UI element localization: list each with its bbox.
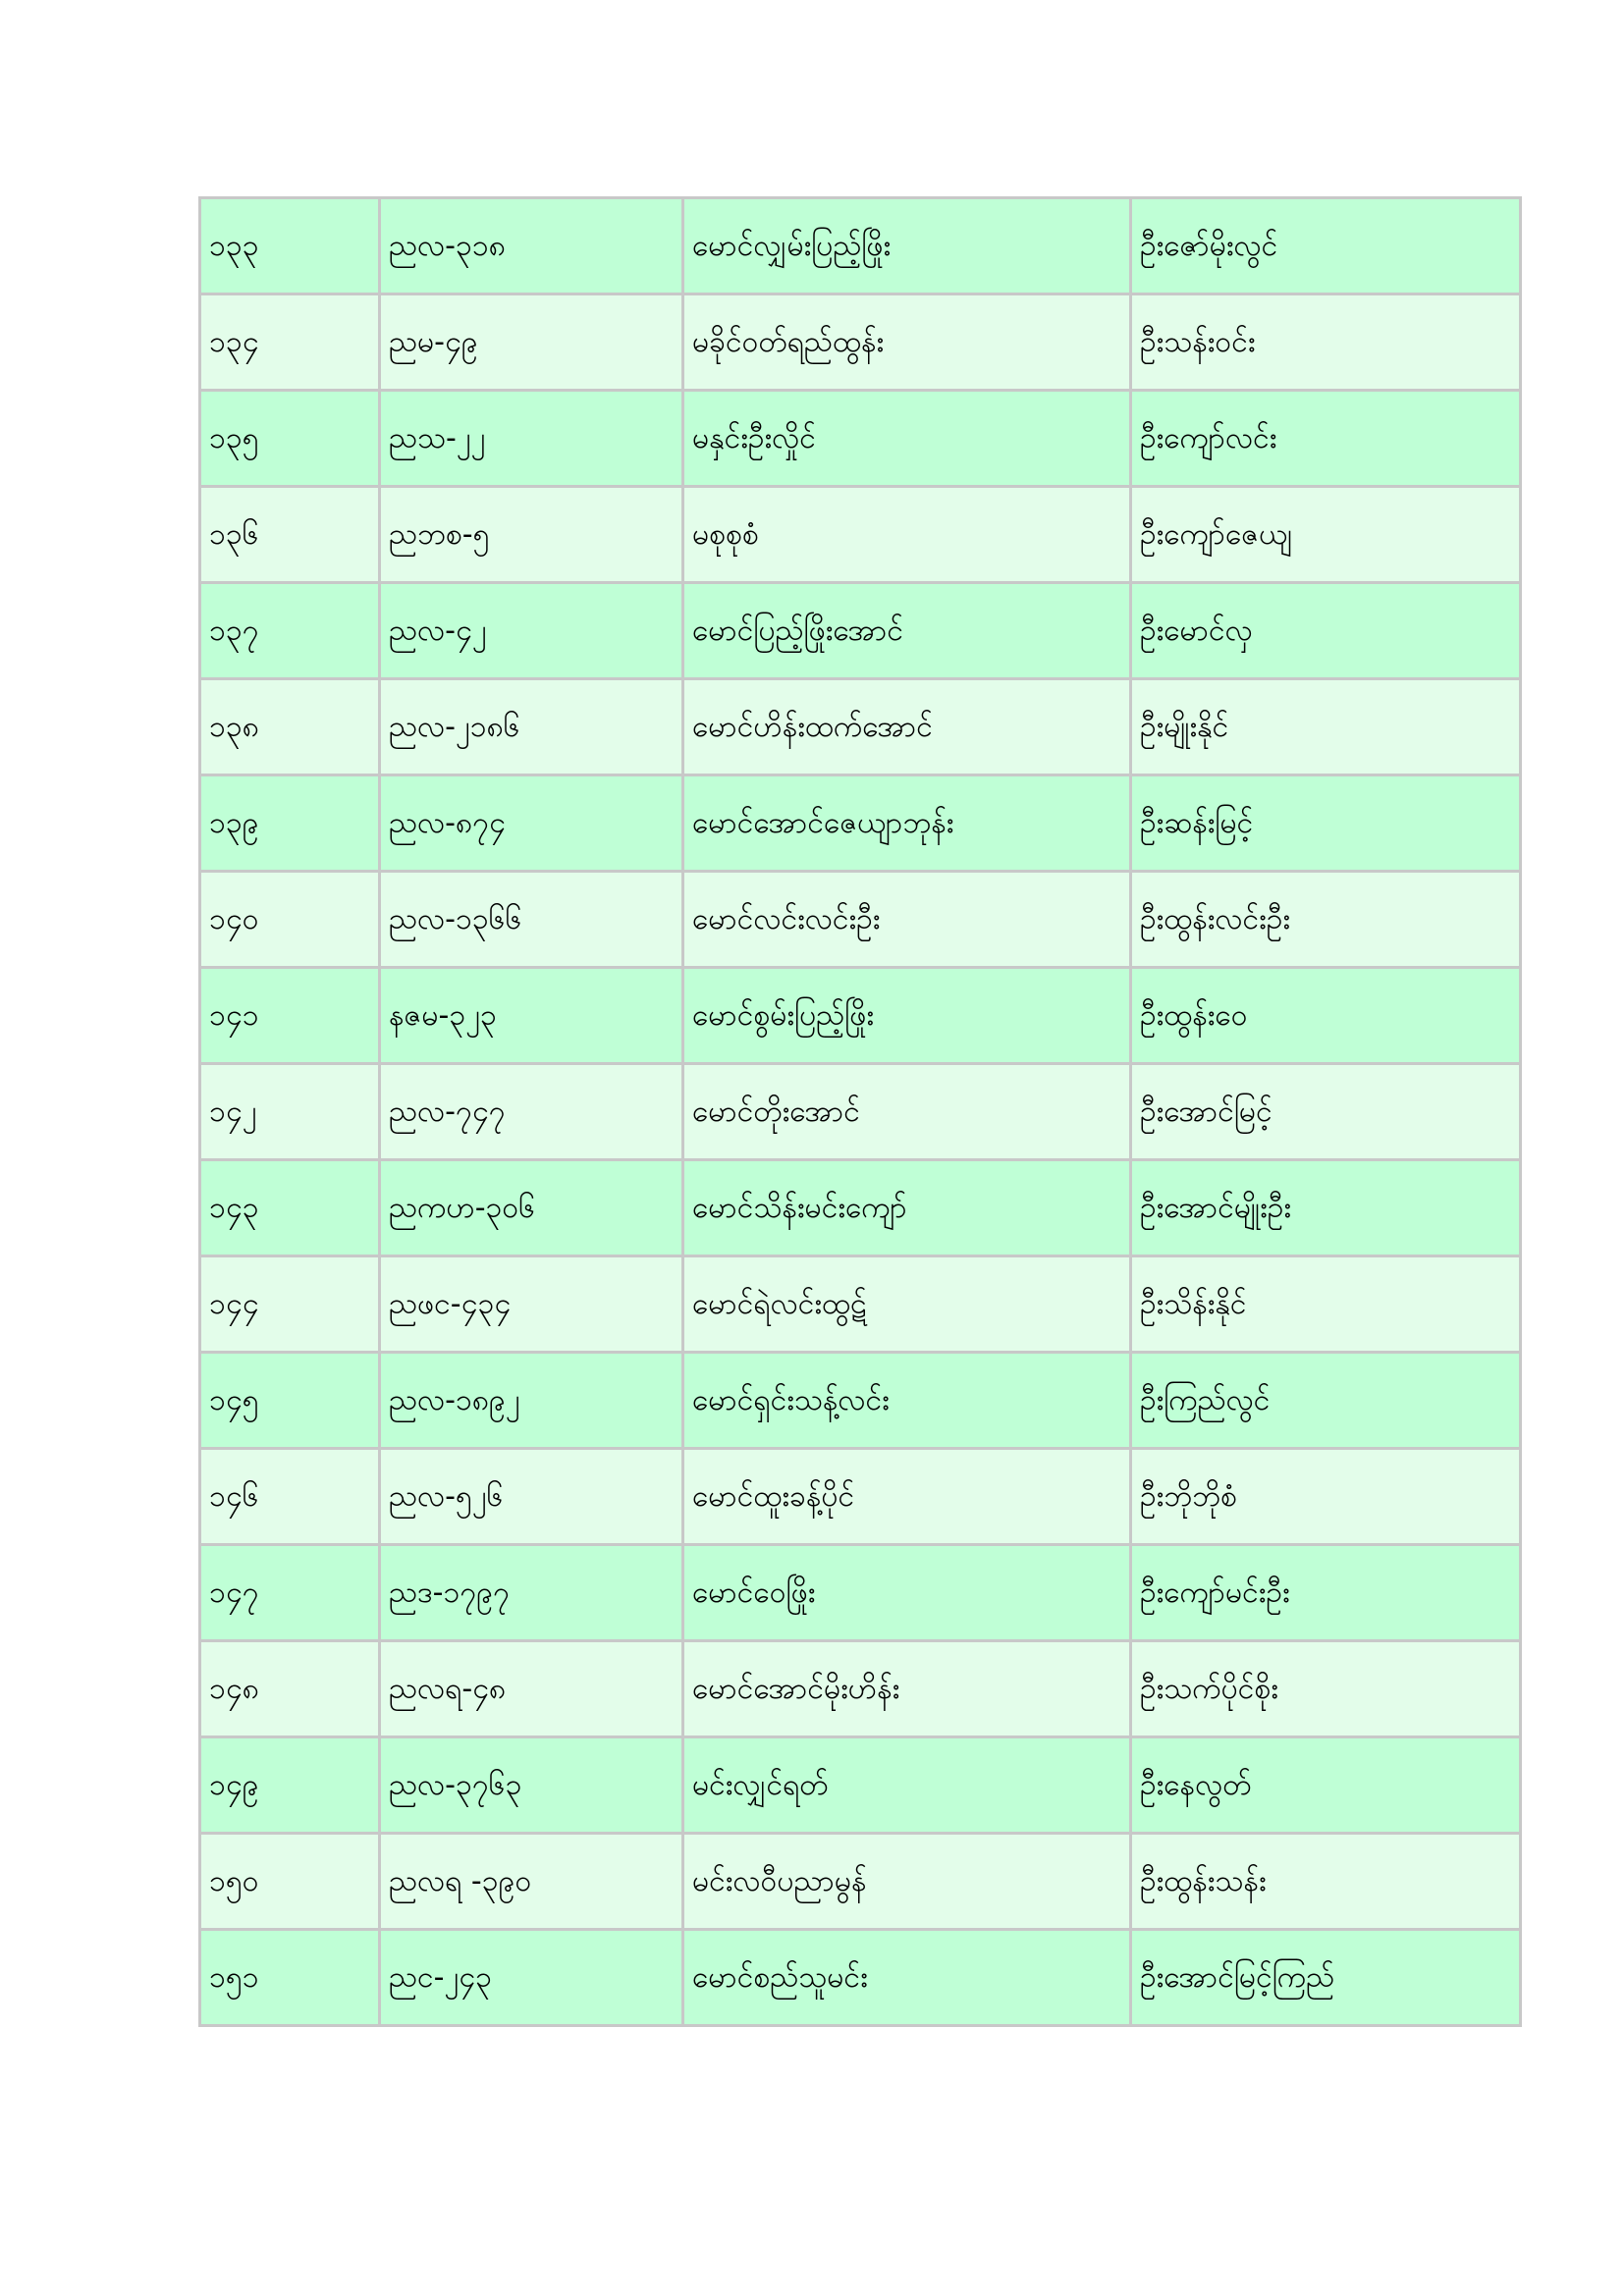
- student-name-cell: မင်းလဝီပညာမွန်: [683, 1834, 1131, 1930]
- row-number-cell: ၁၅၀: [200, 1834, 380, 1930]
- row-number-cell: ၁၃၈: [200, 679, 380, 775]
- student-roster-table: [198, 196, 1522, 2027]
- student-name-cell: မောင်ရဲလင်းထွဋ်: [683, 1256, 1131, 1353]
- row-number-cell: ၁၄၈: [200, 1641, 380, 1737]
- student-name-cell: မောင်အောင်ဇေယျာဘုန်း: [683, 775, 1131, 872]
- table-row: [200, 872, 1521, 968]
- student-name-cell: မောင်ရှင်းသန့်လင်း: [683, 1353, 1131, 1449]
- registration-id-cell: နဇမ-၃၂၃: [380, 968, 683, 1064]
- registration-id-cell: ညလ-၅၂၆: [380, 1449, 683, 1545]
- student-name-cell: မခိုင်ဝတ်ရည်ထွန်း: [683, 294, 1131, 391]
- registration-id-cell: ညလ-၄၂: [380, 583, 683, 679]
- registration-id-cell: ညဒ-၁၇၉၇: [380, 1545, 683, 1641]
- table-row: [200, 1930, 1521, 2026]
- table-row: [200, 294, 1521, 391]
- father-name-cell: ဦးအောင်မြင့်: [1131, 1064, 1521, 1160]
- registration-id-cell: ညလ-၇၄၇: [380, 1064, 683, 1160]
- student-name-cell: မောင်ထူးခန့်ပိုင်: [683, 1449, 1131, 1545]
- student-name-cell: မောင်ဟိန်းထက်အောင်: [683, 679, 1131, 775]
- registration-id-cell: ညကဟ-၃၀၆: [380, 1160, 683, 1256]
- registration-id-cell: ညသ-၂၂: [380, 391, 683, 487]
- father-name-cell: ဦးကျော်ဇေယျ: [1131, 487, 1521, 583]
- student-name-cell: မောင်လျှမ်းပြည့်ဖြိုး: [683, 198, 1131, 294]
- father-name-cell: ဦးအောင်မျိုးဦး: [1131, 1160, 1521, 1256]
- registration-id-cell: ညဘစ-၅: [380, 487, 683, 583]
- student-name-cell: မင်းလျှင်ရတ်: [683, 1737, 1131, 1834]
- father-name-cell: ဦးဇော်မိုးလွင်: [1131, 198, 1521, 294]
- table-row: [200, 583, 1521, 679]
- registration-id-cell: ညလ-၁၃၆၆: [380, 872, 683, 968]
- registration-id-cell: ညဖင-၄၃၄: [380, 1256, 683, 1353]
- table-row: [200, 1353, 1521, 1449]
- father-name-cell: ဦးအောင်မြင့်ကြည်: [1131, 1930, 1521, 2026]
- father-name-cell: ဦးဆန်းမြင့်: [1131, 775, 1521, 872]
- registration-id-cell: ညလ-၃၇၆၃: [380, 1737, 683, 1834]
- row-number-cell: ၁၄၂: [200, 1064, 380, 1160]
- row-number-cell: ၁၄၉: [200, 1737, 380, 1834]
- registration-id-cell: ညလ-၃၁၈: [380, 198, 683, 294]
- registration-id-cell: ညလ-၈၇၄: [380, 775, 683, 872]
- father-name-cell: ဦးမျိုးနိုင်: [1131, 679, 1521, 775]
- row-number-cell: ၁၃၃: [200, 198, 380, 294]
- student-name-cell: မောင်သိန်းမင်းကျော်: [683, 1160, 1131, 1256]
- row-number-cell: ၁၄၅: [200, 1353, 380, 1449]
- row-number-cell: ၁၄၆: [200, 1449, 380, 1545]
- father-name-cell: ဦးထွန်းလင်းဦး: [1131, 872, 1521, 968]
- row-number-cell: ၁၃၆: [200, 487, 380, 583]
- father-name-cell: ဦးဘိုဘိုစံ: [1131, 1449, 1521, 1545]
- table-row: [200, 1834, 1521, 1930]
- table-row: [200, 391, 1521, 487]
- table-row: [200, 1256, 1521, 1353]
- row-number-cell: ၁၄၃: [200, 1160, 380, 1256]
- student-name-cell: မောင်တိုးအောင်: [683, 1064, 1131, 1160]
- student-name-cell: မောင်လင်းလင်းဦး: [683, 872, 1131, 968]
- student-name-cell: မနှင်းဦးလှိုင်: [683, 391, 1131, 487]
- roster-body: [200, 198, 1521, 2026]
- student-name-cell: မောင်စည်သူမင်း: [683, 1930, 1131, 2026]
- father-name-cell: ဦးထွန်းသန်း: [1131, 1834, 1521, 1930]
- row-number-cell: ၁၄၄: [200, 1256, 380, 1353]
- table-row: [200, 1545, 1521, 1641]
- father-name-cell: ဦးသန်းဝင်း: [1131, 294, 1521, 391]
- father-name-cell: ဦးထွန်းဝေ: [1131, 968, 1521, 1064]
- table-row: [200, 1737, 1521, 1834]
- row-number-cell: ၁၄၀: [200, 872, 380, 968]
- student-name-cell: မစုစုစံ: [683, 487, 1131, 583]
- registration-id-cell: ညလ-၁၈၉၂: [380, 1353, 683, 1449]
- registration-id-cell: ညလရ-၄၈: [380, 1641, 683, 1737]
- row-number-cell: ၁၃၄: [200, 294, 380, 391]
- student-name-cell: မောင်ပြည့်ဖြိုးအောင်: [683, 583, 1131, 679]
- father-name-cell: ဦးသိန်းနိုင်: [1131, 1256, 1521, 1353]
- row-number-cell: ၁၅၁: [200, 1930, 380, 2026]
- table-row: [200, 1160, 1521, 1256]
- table-row: [200, 1064, 1521, 1160]
- father-name-cell: ဦးမောင်လှ: [1131, 583, 1521, 679]
- registration-id-cell: ညမ-၄၉: [380, 294, 683, 391]
- father-name-cell: ဦးကျော်မင်းဦး: [1131, 1545, 1521, 1641]
- registration-id-cell: ညင-၂၄၃: [380, 1930, 683, 2026]
- student-name-cell: မောင်စွမ်းပြည့်ဖြိုး: [683, 968, 1131, 1064]
- father-name-cell: ဦးကြည်လွင်: [1131, 1353, 1521, 1449]
- table-row: [200, 1449, 1521, 1545]
- table-row: [200, 679, 1521, 775]
- student-name-cell: မောင်အောင်မိုးဟိန်း: [683, 1641, 1131, 1737]
- father-name-cell: ဦးသက်ပိုင်စိုး: [1131, 1641, 1521, 1737]
- registration-id-cell: ညလရ -၃၉၀: [380, 1834, 683, 1930]
- registration-id-cell: ညလ-၂၁၈၆: [380, 679, 683, 775]
- row-number-cell: ၁၄၁: [200, 968, 380, 1064]
- table-row: [200, 487, 1521, 583]
- row-number-cell: ၁၃၉: [200, 775, 380, 872]
- row-number-cell: ၁၃၇: [200, 583, 380, 679]
- table-row: [200, 968, 1521, 1064]
- row-number-cell: ၁၄၇: [200, 1545, 380, 1641]
- row-number-cell: ၁၃၅: [200, 391, 380, 487]
- table-row: [200, 198, 1521, 294]
- table-row: [200, 1641, 1521, 1737]
- table-row: [200, 775, 1521, 872]
- father-name-cell: ဦးနေလွတ်: [1131, 1737, 1521, 1834]
- student-name-cell: မောင်ဝေဖြိုး: [683, 1545, 1131, 1641]
- father-name-cell: ဦးကျော်လင်း: [1131, 391, 1521, 487]
